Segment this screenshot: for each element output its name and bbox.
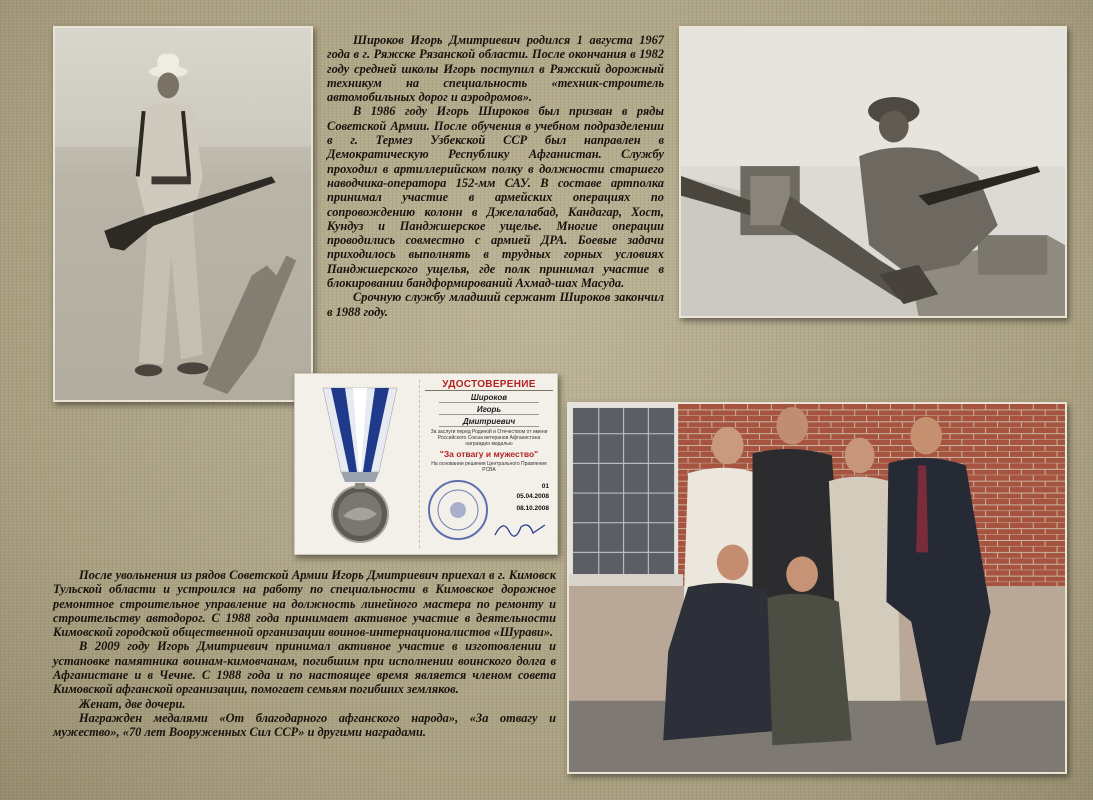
certificate-name: Игорь (439, 405, 539, 415)
certificate-heading: УДОСТОВЕРЕНИЕ (425, 379, 553, 391)
signature-icon (491, 517, 549, 541)
biography-bottom-paragraph: В 2009 году Игорь Дмитриевич принимал активное участие в изготовлении и установке памятника воинам-кимовчанам, погибшим при исполнении воинского долга в Афганистане и в Чечне. С 1988 года и по настоящее время является членом совета Кимовской афганской организации, помогает семьям погибших земляков. (53, 639, 556, 697)
certificate-date-2: 08.10.2008 (516, 505, 549, 512)
biography-top (327, 33, 664, 319)
certificate-number: 01 (541, 483, 549, 490)
certificate-award-text: За заслуги перед Родиной и Отечеством от имени Российского Союза ветеранов Афганистана награжден медалью (430, 429, 548, 447)
certificate-patronymic: Дмитриевич (439, 417, 539, 427)
medal-image (301, 380, 420, 548)
certificate-award-name: "За отвагу и мужество" (439, 449, 539, 459)
certificate-details (425, 379, 553, 549)
certificate-basis-text: На основании решения Центрального Правления РСВА (431, 461, 547, 473)
biography-bottom (53, 568, 556, 740)
certificate-surname: Широков (439, 393, 539, 403)
biography-bottom-paragraph: Женат, две дочери. (79, 696, 186, 711)
biography-top-paragraph: Срочную службу младший сержант Широков закончил в 1988 году. (327, 290, 664, 319)
photo-soldier-desert (53, 26, 313, 402)
biography-bottom-paragraph: Награжден медалями «От благодарного афганского народа», «За отвагу и мужество», «70 лет Вооруженных Сил ССР» и другими наградами. (53, 710, 556, 740)
biography-top-paragraph: Широков Игорь Дмитриевич родился 1 августа 1967 года в г. Ряжске Рязанской области. После окончания в 1982 году средней школы Игорь поступил в Ряжский дорожный техникум на специальность «техник-строитель автомобильных дорог и аэродромов». (327, 33, 664, 105)
certificate-date-1: 05.04.2008 (516, 493, 549, 500)
photo-veterans-group (567, 402, 1067, 774)
medal-certificate (294, 373, 558, 555)
stamp-icon (427, 479, 489, 541)
photo-soldier-vehicle (679, 26, 1067, 318)
biography-bottom-paragraph: После увольнения из рядов Советской Армии Игорь Дмитриевич приехал в г. Кимовск Тульской области и устроился на работу по специальности в Кимовское дорожное ремонтное строительное управление на должность линейного мастера по ремонту и строительству автодорог. С 1988 года принимает активное участие в деятельности Кимовской городской общественной организации воинов-интернационалистов «Шурави». (53, 568, 556, 640)
biography-top-paragraph: В 1986 году Игорь Широков был призван в ряды Советской Армии. После обучения в учебном подразделении в г. Термез Узбекской ССР был направлен в Демократическую Республику Афганистан. Службу проходил в артиллерийском полку в должности старшего наводчика-оператора 152-мм САУ. В составе артполка принимал участие в армейских операциях по сопровождению колонн в Джелалабад, Кандагар, Хост, Кундуз и Панджшерское ущелье. Многие операции проводились совместно с армией ДРА. Боевые задачи приходилось выполнять в трудных горных условиях Панджшерского ущелья, где полк принимал участие в блокировании бандформирований Ахмад-шах Масуда. (327, 104, 664, 291)
